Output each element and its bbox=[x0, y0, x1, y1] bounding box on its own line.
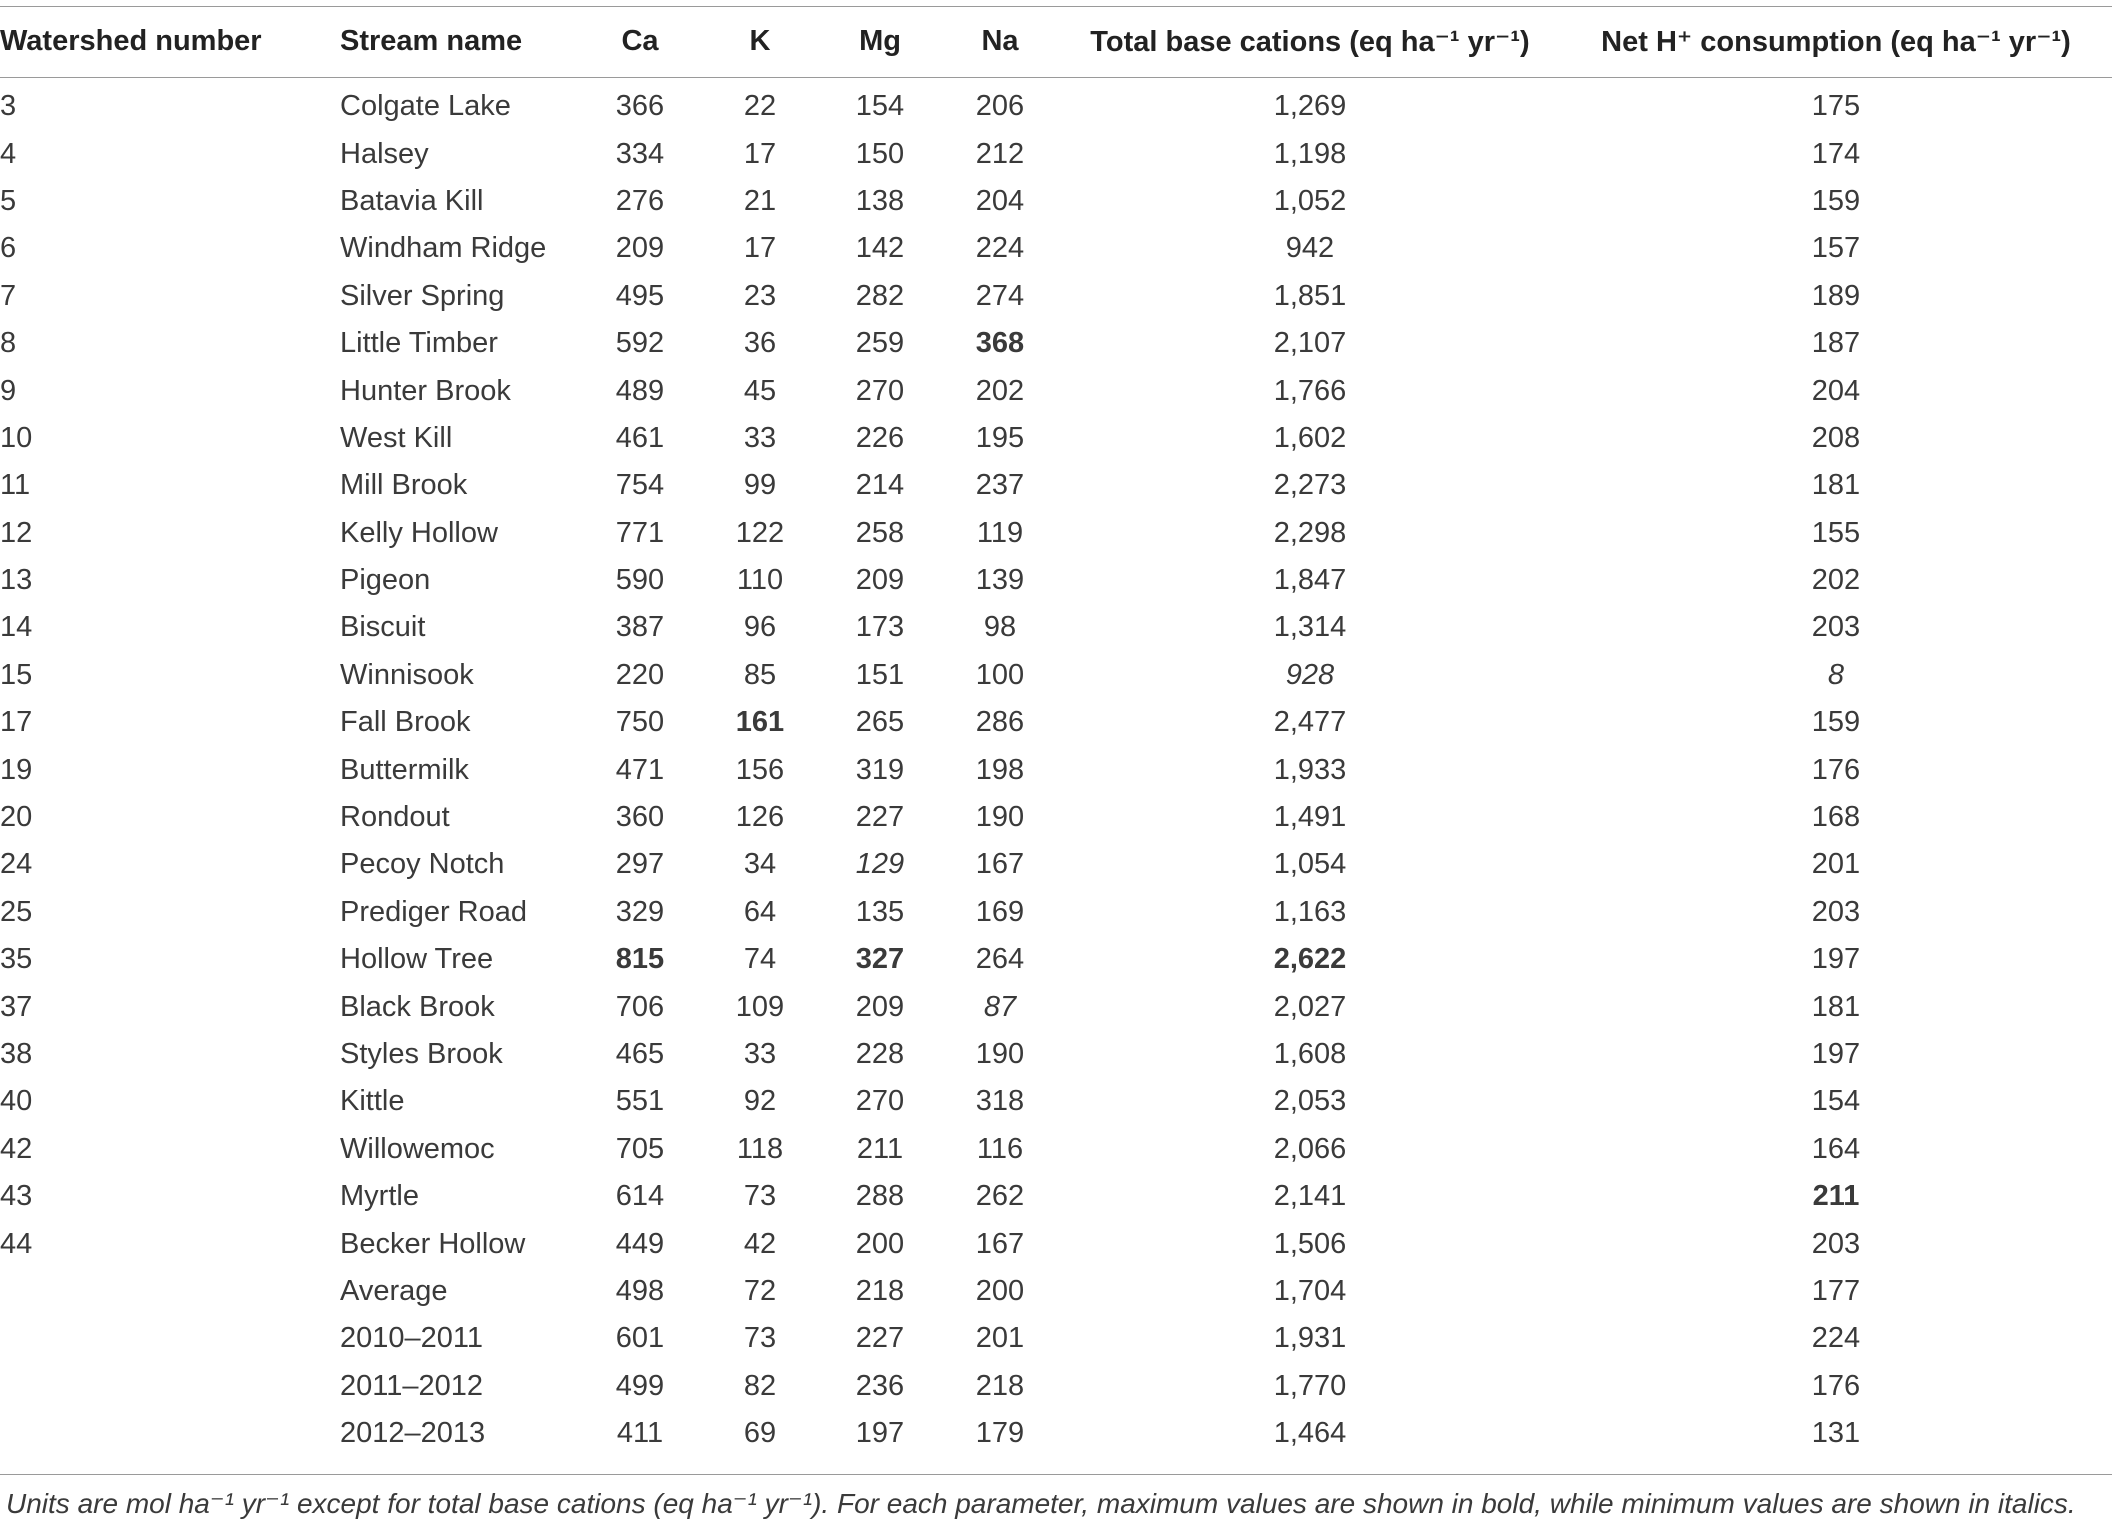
cell-net-h-consumption: 202 bbox=[1811, 564, 1861, 597]
table-row bbox=[0, 652, 2112, 699]
cell-na: 100 bbox=[975, 658, 1025, 691]
cell-total-base-cations: 1,198 bbox=[1273, 137, 1347, 170]
cell-watershed-number bbox=[0, 1315, 340, 1362]
cell-na: 190 bbox=[975, 1038, 1025, 1070]
cell-watershed-number: 44 bbox=[0, 1227, 33, 1260]
cell-k: 69 bbox=[743, 1417, 777, 1450]
cell-na: 169 bbox=[975, 895, 1025, 928]
table-row bbox=[0, 415, 2112, 462]
header-net-h-consumption: Net H⁺ consumption (eq ha⁻¹ yr⁻¹) bbox=[1601, 26, 2071, 58]
cell-ca: 360 bbox=[615, 801, 665, 834]
cell-mg: 218 bbox=[855, 1274, 905, 1307]
table-row bbox=[0, 1220, 2112, 1267]
cell-k: 34 bbox=[743, 848, 777, 881]
table-body bbox=[0, 77, 2112, 1457]
cell-total-base-cations: 1,506 bbox=[1273, 1227, 1347, 1260]
cell-k: 118 bbox=[736, 1132, 784, 1165]
cell-watershed-number: 6 bbox=[0, 232, 17, 265]
table-row bbox=[0, 178, 2112, 225]
cell-total-base-cations: 1,770 bbox=[1273, 1369, 1347, 1402]
cell-stream-name: Hollow Tree bbox=[340, 943, 494, 976]
table-row bbox=[0, 604, 2112, 651]
cell-total-base-cations: 1,602 bbox=[1273, 421, 1347, 454]
cell-k: 96 bbox=[743, 611, 777, 644]
cell-net-h-consumption: 164 bbox=[1811, 1132, 1861, 1165]
cell-net-h-consumption: 8 bbox=[1827, 658, 1845, 691]
cell-stream-name: 2012–2013 bbox=[340, 1417, 486, 1450]
cell-mg: 259 bbox=[855, 327, 905, 360]
cell-na: 204 bbox=[975, 184, 1025, 217]
table-row bbox=[0, 794, 2112, 841]
cell-stream-name: Pigeon bbox=[340, 564, 431, 597]
cell-stream-name: Little Timber bbox=[340, 327, 498, 360]
cell-mg: 209 bbox=[855, 564, 905, 597]
table-row bbox=[0, 1173, 2112, 1220]
cell-na: 179 bbox=[975, 1417, 1025, 1450]
cell-na: 237 bbox=[975, 469, 1025, 502]
cell-total-base-cations: 2,141 bbox=[1273, 1180, 1347, 1213]
cell-total-base-cations: 1,314 bbox=[1273, 611, 1347, 644]
cell-total-base-cations: 1,847 bbox=[1273, 564, 1347, 597]
cell-net-h-consumption: 155 bbox=[1811, 516, 1861, 549]
cell-watershed-number: 9 bbox=[0, 374, 17, 407]
cell-k: 17 bbox=[743, 232, 777, 265]
cell-k: 85 bbox=[743, 658, 777, 691]
cell-mg: 214 bbox=[855, 469, 905, 502]
cell-k: 161 bbox=[735, 706, 785, 739]
table-footnote: Units are mol ha⁻¹ yr⁻¹ except for total base cations (eq ha⁻¹ yr⁻¹). For each parameter, maximum values are shown in bold, while minimum values are shown in italics. bbox=[6, 1488, 2076, 1519]
cell-stream-name: Prediger Road bbox=[340, 895, 527, 928]
cell-mg: 135 bbox=[855, 895, 905, 928]
cell-watershed-number: 19 bbox=[0, 753, 33, 786]
cell-watershed-number: 38 bbox=[0, 1038, 33, 1070]
table-row bbox=[0, 320, 2112, 367]
cell-watershed-number: 10 bbox=[0, 421, 33, 454]
cell-stream-name: Kittle bbox=[340, 1085, 405, 1118]
cell-ca: 387 bbox=[615, 611, 665, 644]
table-row bbox=[0, 746, 2112, 793]
cell-ca: 465 bbox=[615, 1038, 665, 1070]
cell-net-h-consumption: 176 bbox=[1811, 753, 1861, 786]
cell-net-h-consumption: 157 bbox=[1811, 232, 1861, 265]
cell-stream-name: Styles Brook bbox=[340, 1038, 503, 1070]
cell-k: 92 bbox=[743, 1085, 777, 1118]
cell-watershed-number: 40 bbox=[0, 1085, 33, 1118]
cell-total-base-cations: 928 bbox=[1285, 658, 1335, 691]
table-row bbox=[0, 1126, 2112, 1173]
cell-net-h-consumption: 174 bbox=[1811, 137, 1861, 170]
cell-net-h-consumption: 201 bbox=[1811, 848, 1861, 881]
cell-mg: 209 bbox=[855, 990, 905, 1023]
cell-na: 98 bbox=[983, 611, 1017, 644]
cell-net-h-consumption: 131 bbox=[1811, 1417, 1861, 1450]
cell-na: 262 bbox=[975, 1180, 1025, 1213]
cell-na: 190 bbox=[975, 801, 1025, 834]
cell-ca: 276 bbox=[615, 184, 665, 217]
cell-stream-name: Mill Brook bbox=[340, 469, 468, 502]
cell-watershed-number: 7 bbox=[0, 279, 17, 312]
table-row bbox=[0, 1410, 2112, 1457]
cell-stream-name: 2011–2012 bbox=[340, 1369, 484, 1402]
cell-na: 167 bbox=[975, 1227, 1025, 1260]
table-row bbox=[0, 130, 2112, 177]
cell-k: 36 bbox=[743, 327, 777, 360]
cell-ca: 334 bbox=[615, 137, 665, 170]
table-row bbox=[0, 889, 2112, 936]
cell-watershed-number: 20 bbox=[0, 801, 33, 834]
cell-k: 82 bbox=[743, 1369, 777, 1402]
cell-total-base-cations: 2,622 bbox=[1273, 943, 1347, 976]
table-row bbox=[0, 510, 2112, 557]
cell-net-h-consumption: 197 bbox=[1811, 943, 1861, 976]
cell-net-h-consumption: 187 bbox=[1811, 327, 1861, 360]
cell-k: 33 bbox=[743, 421, 777, 454]
cell-stream-name: Fall Brook bbox=[340, 706, 471, 739]
cell-stream-name: Buttermilk bbox=[340, 753, 469, 786]
cell-ca: 750 bbox=[615, 706, 665, 739]
cell-ca: 495 bbox=[615, 279, 665, 312]
table-row bbox=[0, 936, 2112, 983]
cell-mg: 228 bbox=[855, 1038, 905, 1070]
cell-net-h-consumption: 177 bbox=[1811, 1274, 1861, 1307]
header-watershed-number: Watershed number bbox=[0, 25, 262, 57]
cell-net-h-consumption: 181 bbox=[1811, 469, 1861, 502]
cell-stream-name: Silver Spring bbox=[340, 279, 505, 312]
cell-total-base-cations: 2,107 bbox=[1273, 327, 1347, 360]
cell-k: 73 bbox=[743, 1322, 777, 1355]
table-row bbox=[0, 699, 2112, 746]
cell-total-base-cations: 1,931 bbox=[1273, 1322, 1347, 1355]
cell-na: 167 bbox=[975, 848, 1025, 881]
cell-stream-name: 2010–2011 bbox=[340, 1322, 484, 1355]
cell-mg: 270 bbox=[855, 1085, 905, 1118]
cell-stream-name: Becker Hollow bbox=[340, 1227, 526, 1260]
cell-watershed-number: 8 bbox=[0, 327, 17, 360]
cell-total-base-cations: 1,851 bbox=[1273, 279, 1347, 312]
table-header bbox=[0, 6, 2112, 77]
cell-total-base-cations: 2,053 bbox=[1273, 1085, 1347, 1118]
cell-watershed-number: 25 bbox=[0, 895, 33, 928]
cell-stream-name: Kelly Hollow bbox=[340, 516, 498, 549]
cell-total-base-cations: 942 bbox=[1285, 232, 1335, 265]
cell-stream-name: West Kill bbox=[340, 421, 453, 454]
cell-k: 73 bbox=[743, 1180, 777, 1213]
cell-na: 201 bbox=[975, 1322, 1025, 1355]
cell-k: 74 bbox=[743, 943, 777, 976]
cell-mg: 282 bbox=[855, 279, 905, 312]
cell-ca: 705 bbox=[615, 1132, 665, 1165]
cell-na: 286 bbox=[975, 706, 1025, 739]
table-row bbox=[0, 77, 2112, 130]
cell-watershed-number: 24 bbox=[0, 848, 33, 881]
cell-ca: 815 bbox=[615, 943, 665, 976]
cell-watershed-number: 5 bbox=[0, 184, 17, 217]
cell-stream-name: Average bbox=[340, 1274, 448, 1307]
cell-net-h-consumption: 224 bbox=[1811, 1322, 1861, 1355]
cell-total-base-cations: 1,163 bbox=[1273, 895, 1347, 928]
cell-stream-name: Halsey bbox=[340, 137, 429, 170]
table-bottom-rule bbox=[0, 1474, 2112, 1475]
cell-na: 119 bbox=[976, 516, 1024, 549]
cell-ca: 489 bbox=[615, 374, 665, 407]
cell-stream-name: Batavia Kill bbox=[340, 184, 484, 217]
cell-mg: 129 bbox=[855, 848, 905, 881]
cell-mg: 265 bbox=[855, 706, 905, 739]
cell-net-h-consumption: 197 bbox=[1811, 1038, 1861, 1070]
cell-na: 139 bbox=[975, 564, 1025, 597]
header-stream-name: Stream name bbox=[340, 25, 523, 57]
cell-mg: 227 bbox=[855, 801, 905, 834]
cell-na: 218 bbox=[975, 1369, 1025, 1402]
table-row bbox=[0, 1078, 2112, 1125]
cell-ca: 411 bbox=[616, 1417, 664, 1450]
cell-na: 264 bbox=[975, 943, 1025, 976]
cell-na: 202 bbox=[975, 374, 1025, 407]
cell-total-base-cations: 1,491 bbox=[1273, 801, 1347, 834]
cell-mg: 211 bbox=[856, 1132, 904, 1165]
cell-ca: 220 bbox=[615, 658, 665, 691]
cell-na: 198 bbox=[975, 753, 1025, 786]
cell-watershed-number: 35 bbox=[0, 943, 33, 976]
cell-net-h-consumption: 154 bbox=[1811, 1085, 1861, 1118]
cell-k: 109 bbox=[735, 990, 785, 1023]
header-na: Na bbox=[981, 25, 1019, 57]
cell-watershed-number bbox=[0, 1363, 340, 1410]
cell-k: 45 bbox=[743, 374, 777, 407]
cell-mg: 227 bbox=[855, 1322, 905, 1355]
cell-mg: 236 bbox=[855, 1369, 905, 1402]
cell-ca: 329 bbox=[615, 895, 665, 928]
cell-net-h-consumption: 181 bbox=[1811, 990, 1861, 1023]
cell-watershed-number: 37 bbox=[0, 990, 33, 1023]
cell-k: 156 bbox=[735, 753, 785, 786]
table-row bbox=[0, 367, 2112, 414]
cell-watershed-number bbox=[0, 1268, 340, 1315]
cell-stream-name: Hunter Brook bbox=[340, 374, 511, 407]
cell-mg: 150 bbox=[855, 137, 905, 170]
cell-ca: 551 bbox=[615, 1085, 665, 1118]
cell-k: 22 bbox=[743, 90, 777, 123]
cell-na: 200 bbox=[975, 1274, 1025, 1307]
cell-k: 99 bbox=[743, 469, 777, 502]
cell-watershed-number: 43 bbox=[0, 1180, 33, 1213]
cell-mg: 151 bbox=[855, 658, 905, 691]
cell-stream-name: Black Brook bbox=[340, 990, 495, 1023]
cell-na: 206 bbox=[975, 90, 1025, 123]
cell-mg: 200 bbox=[855, 1227, 905, 1260]
cell-ca: 471 bbox=[615, 753, 665, 786]
cell-total-base-cations: 1,464 bbox=[1273, 1417, 1347, 1450]
cell-k: 122 bbox=[735, 516, 785, 549]
cell-mg: 258 bbox=[855, 516, 905, 549]
cell-stream-name: Windham Ridge bbox=[340, 232, 547, 265]
cell-ca: 592 bbox=[615, 327, 665, 360]
cell-na: 116 bbox=[976, 1132, 1024, 1165]
cell-k: 23 bbox=[743, 279, 777, 312]
cell-total-base-cations: 2,066 bbox=[1273, 1132, 1347, 1165]
cell-total-base-cations: 1,766 bbox=[1273, 374, 1347, 407]
cell-watershed-number bbox=[0, 1410, 340, 1457]
cell-ca: 771 bbox=[615, 516, 665, 549]
table-row bbox=[0, 225, 2112, 272]
cell-stream-name: Winnisook bbox=[340, 658, 474, 691]
cell-net-h-consumption: 189 bbox=[1811, 279, 1861, 312]
cell-net-h-consumption: 208 bbox=[1811, 421, 1861, 454]
table-row bbox=[0, 557, 2112, 604]
header-ca: Ca bbox=[621, 25, 659, 57]
cell-net-h-consumption: 168 bbox=[1811, 801, 1861, 834]
cell-ca: 614 bbox=[615, 1180, 665, 1213]
cell-ca: 754 bbox=[615, 469, 665, 502]
cell-na: 195 bbox=[975, 421, 1025, 454]
header-total-base-cations: Total base cations (eq ha⁻¹ yr⁻¹) bbox=[1090, 26, 1530, 58]
cell-na: 224 bbox=[975, 232, 1025, 265]
cell-na: 368 bbox=[975, 327, 1025, 360]
cell-total-base-cations: 1,608 bbox=[1273, 1038, 1347, 1070]
cell-total-base-cations: 1,933 bbox=[1273, 753, 1347, 786]
cell-net-h-consumption: 159 bbox=[1811, 184, 1861, 217]
cell-total-base-cations: 1,054 bbox=[1273, 848, 1347, 881]
cell-mg: 154 bbox=[855, 90, 905, 123]
cell-watershed-number: 15 bbox=[0, 658, 33, 691]
cell-stream-name: Colgate Lake bbox=[340, 90, 511, 123]
cell-ca: 449 bbox=[615, 1227, 665, 1260]
cell-watershed-number: 17 bbox=[0, 706, 33, 739]
table-row bbox=[0, 273, 2112, 320]
cell-mg: 173 bbox=[855, 611, 905, 644]
cell-ca: 499 bbox=[615, 1369, 665, 1402]
cell-k: 42 bbox=[743, 1227, 777, 1260]
cell-total-base-cations: 2,477 bbox=[1273, 706, 1347, 739]
cell-ca: 209 bbox=[615, 232, 665, 265]
table-row bbox=[0, 1268, 2112, 1315]
cell-mg: 226 bbox=[855, 421, 905, 454]
cell-watershed-number: 42 bbox=[0, 1132, 33, 1165]
cell-ca: 366 bbox=[615, 90, 665, 123]
cell-stream-name: Rondout bbox=[340, 801, 450, 834]
cell-total-base-cations: 2,298 bbox=[1273, 516, 1347, 549]
cell-watershed-number: 13 bbox=[0, 564, 33, 597]
cell-na: 318 bbox=[975, 1085, 1025, 1118]
cell-stream-name: Biscuit bbox=[340, 611, 426, 644]
table-row bbox=[0, 462, 2112, 509]
table-row bbox=[0, 983, 2112, 1030]
cell-mg: 270 bbox=[855, 374, 905, 407]
cell-na: 274 bbox=[975, 279, 1025, 312]
cell-k: 126 bbox=[735, 801, 785, 834]
cell-k: 72 bbox=[743, 1274, 777, 1307]
cell-net-h-consumption: 203 bbox=[1811, 611, 1861, 644]
cell-watershed-number: 12 bbox=[0, 516, 33, 549]
cell-k: 17 bbox=[743, 137, 777, 170]
cell-ca: 601 bbox=[615, 1322, 665, 1355]
table-row bbox=[0, 1031, 2112, 1078]
cell-watershed-number: 3 bbox=[0, 90, 17, 123]
cell-na: 212 bbox=[975, 137, 1025, 170]
cell-net-h-consumption: 203 bbox=[1811, 895, 1861, 928]
cell-net-h-consumption: 204 bbox=[1811, 374, 1861, 407]
cell-net-h-consumption: 211 bbox=[1812, 1180, 1860, 1213]
cell-mg: 327 bbox=[855, 943, 905, 976]
cell-ca: 706 bbox=[615, 990, 665, 1023]
cell-stream-name: Pecoy Notch bbox=[340, 848, 505, 881]
cell-mg: 319 bbox=[855, 753, 905, 786]
cell-net-h-consumption: 175 bbox=[1811, 90, 1861, 123]
header-row bbox=[0, 6, 2112, 77]
cell-total-base-cations: 1,269 bbox=[1273, 90, 1347, 123]
cell-k: 110 bbox=[736, 564, 784, 597]
cell-watershed-number: 4 bbox=[0, 137, 17, 170]
cell-stream-name: Willowemoc bbox=[340, 1132, 495, 1165]
cell-watershed-number: 11 bbox=[0, 469, 31, 502]
cell-ca: 590 bbox=[615, 564, 665, 597]
cell-ca: 297 bbox=[615, 848, 665, 881]
header-k: K bbox=[749, 25, 771, 57]
cell-total-base-cations: 2,273 bbox=[1273, 469, 1347, 502]
cell-k: 21 bbox=[743, 184, 777, 217]
cell-watershed-number: 14 bbox=[0, 611, 33, 644]
cell-ca: 461 bbox=[615, 421, 665, 454]
cell-ca: 498 bbox=[615, 1274, 665, 1307]
table-row bbox=[0, 841, 2112, 888]
cell-total-base-cations: 1,052 bbox=[1273, 184, 1347, 217]
cell-mg: 142 bbox=[855, 232, 905, 265]
cell-total-base-cations: 2,027 bbox=[1273, 990, 1347, 1023]
cell-net-h-consumption: 203 bbox=[1811, 1227, 1861, 1260]
table-row bbox=[0, 1363, 2112, 1410]
table-row bbox=[0, 1315, 2112, 1362]
cell-k: 64 bbox=[743, 895, 777, 928]
cell-k: 33 bbox=[743, 1038, 777, 1070]
cell-stream-name: Myrtle bbox=[340, 1180, 419, 1213]
cell-net-h-consumption: 176 bbox=[1811, 1369, 1861, 1402]
cell-net-h-consumption: 159 bbox=[1811, 706, 1861, 739]
cell-mg: 138 bbox=[855, 184, 905, 217]
cell-mg: 197 bbox=[855, 1417, 905, 1450]
header-mg: Mg bbox=[859, 25, 901, 57]
cell-mg: 288 bbox=[855, 1180, 905, 1213]
data-table bbox=[0, 6, 2112, 1457]
cell-na: 87 bbox=[983, 990, 1017, 1023]
cell-total-base-cations: 1,704 bbox=[1273, 1274, 1347, 1307]
